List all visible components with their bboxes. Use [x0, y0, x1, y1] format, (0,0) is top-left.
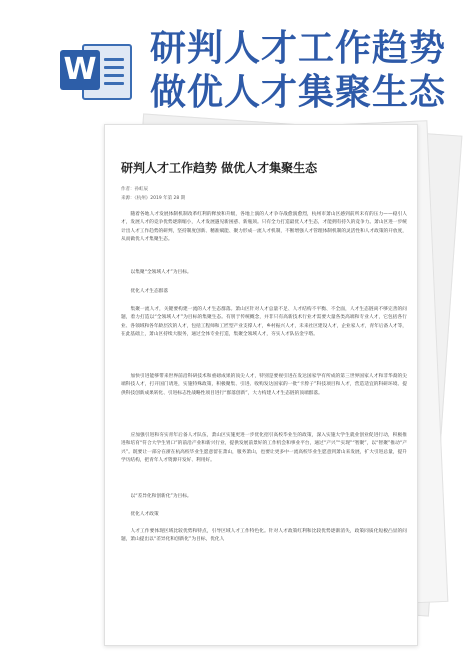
banner-title-line-2: 做优人才集聚生态 [150, 71, 447, 113]
document-author: 作者：孙虹辰 [121, 187, 148, 192]
word-icon-letter: W [60, 50, 100, 90]
section-heading: 以集聚“全领域人才”为目标。 [130, 270, 192, 275]
banner-title [150, 26, 470, 114]
banner [0, 0, 474, 135]
document-title: 研判人才工作趋势 做优人才集聚生态 [121, 161, 318, 175]
body-paragraph: 应加强引进和夯实青年后备人才队伍，萧山区实施更进一步优化招引高校毕业生的政策，深入实施大学生就业创业促进行动，积极推进和培育“符合大学生胃口”的前沿产业和新兴行业，提供发展前景好的工作机会和事业平台，通过“产兴”“实现”“智聚”，以“智聚”推动“产兴”。既要让一部分在浙在杭高校毕业生愿意留在萧山，服务萧山，也要让更多中一流高校毕业生愿意到萧山来发展，扩大引进总量，提升学历结构，把青年人才资源开发好、利用好。 [121, 433, 407, 464]
section-heading: 优化人才生态群落 [130, 289, 169, 294]
body-paragraph: 加快引进能够带来世界前沿科研技术和重磅成果的顶尖人才，特别是要视引进在发达国家学有所成的第三世界国家人才和非华裔的尖端科技人才，打开国门请进，实施特殊政策，积极聚集、引进、收购发达国家的一批“卡脖子”科技项目和人才，营造适宜的科研环境、提供科技创新成果转化、引进标志性战略性项目进行“群落创新”，大力构建人才生态链的顶端群落。 [121, 374, 407, 396]
document-source: 来源：《杭州》2019 年第 28 期 [121, 196, 186, 201]
body-paragraph: 人才工作要体现区域比较优势和特点，引导区域人才工作特色化。针对人才政策红利和比较优势逐渐消失，政策同质化短板凸显的问题，萧山提出以“差异化和创新化”为目标，优化人 [121, 529, 407, 543]
section-heading: 优化人才政策 [130, 512, 159, 517]
banner-title-line-1: 研判人才工作趋势 [150, 27, 447, 69]
body-paragraph: 集聚一流人才，关键要构建一流的人才生态群落。萧山区针对人才总量不足、人才结构不平衡、不全面，人才生态链尚不够完善的问题，着力打造以“全领域人才”为目标的集聚生态。有别于传统概念，并非只有高新技术行业才需要大量各类高端和专业人才，它包括各行业、各领域和各年龄层次的人才，包括工程师和工匠型产业支撑人才，乡村振兴人才，未来社区建设人才，企业家人才，青年后备人才等，在此基础上，萧山区持续大服务，通过全体专业打造，集聚全领域人才，夯实人才队伍金字塔。 [121, 307, 407, 338]
document-page [104, 124, 418, 646]
section-heading: 以“差异化和创新化”为目标。 [130, 494, 192, 499]
word-document-icon [60, 38, 130, 102]
body-paragraph: 随着各地人才发展体制机制改革红利的释放和升级，各地上演的人才争夺战愈演愈烈，杭州市萧山区感到前所未有的压力——稳引人才，发展人才的竞争优势逐渐缩小，人才发展遇见新困惑、新瓶颈。只有全力打造最优人才生态，才能拥有持久的竞争力。萧山区进一步统计出人才工作趋势的研判，坚持制度创新、精准赋能、聚力形成一流人才机制，不断增强人才管理体制机制的灵活性和人才政策的开放度，从而做优人才集聚生态。 [121, 212, 407, 243]
